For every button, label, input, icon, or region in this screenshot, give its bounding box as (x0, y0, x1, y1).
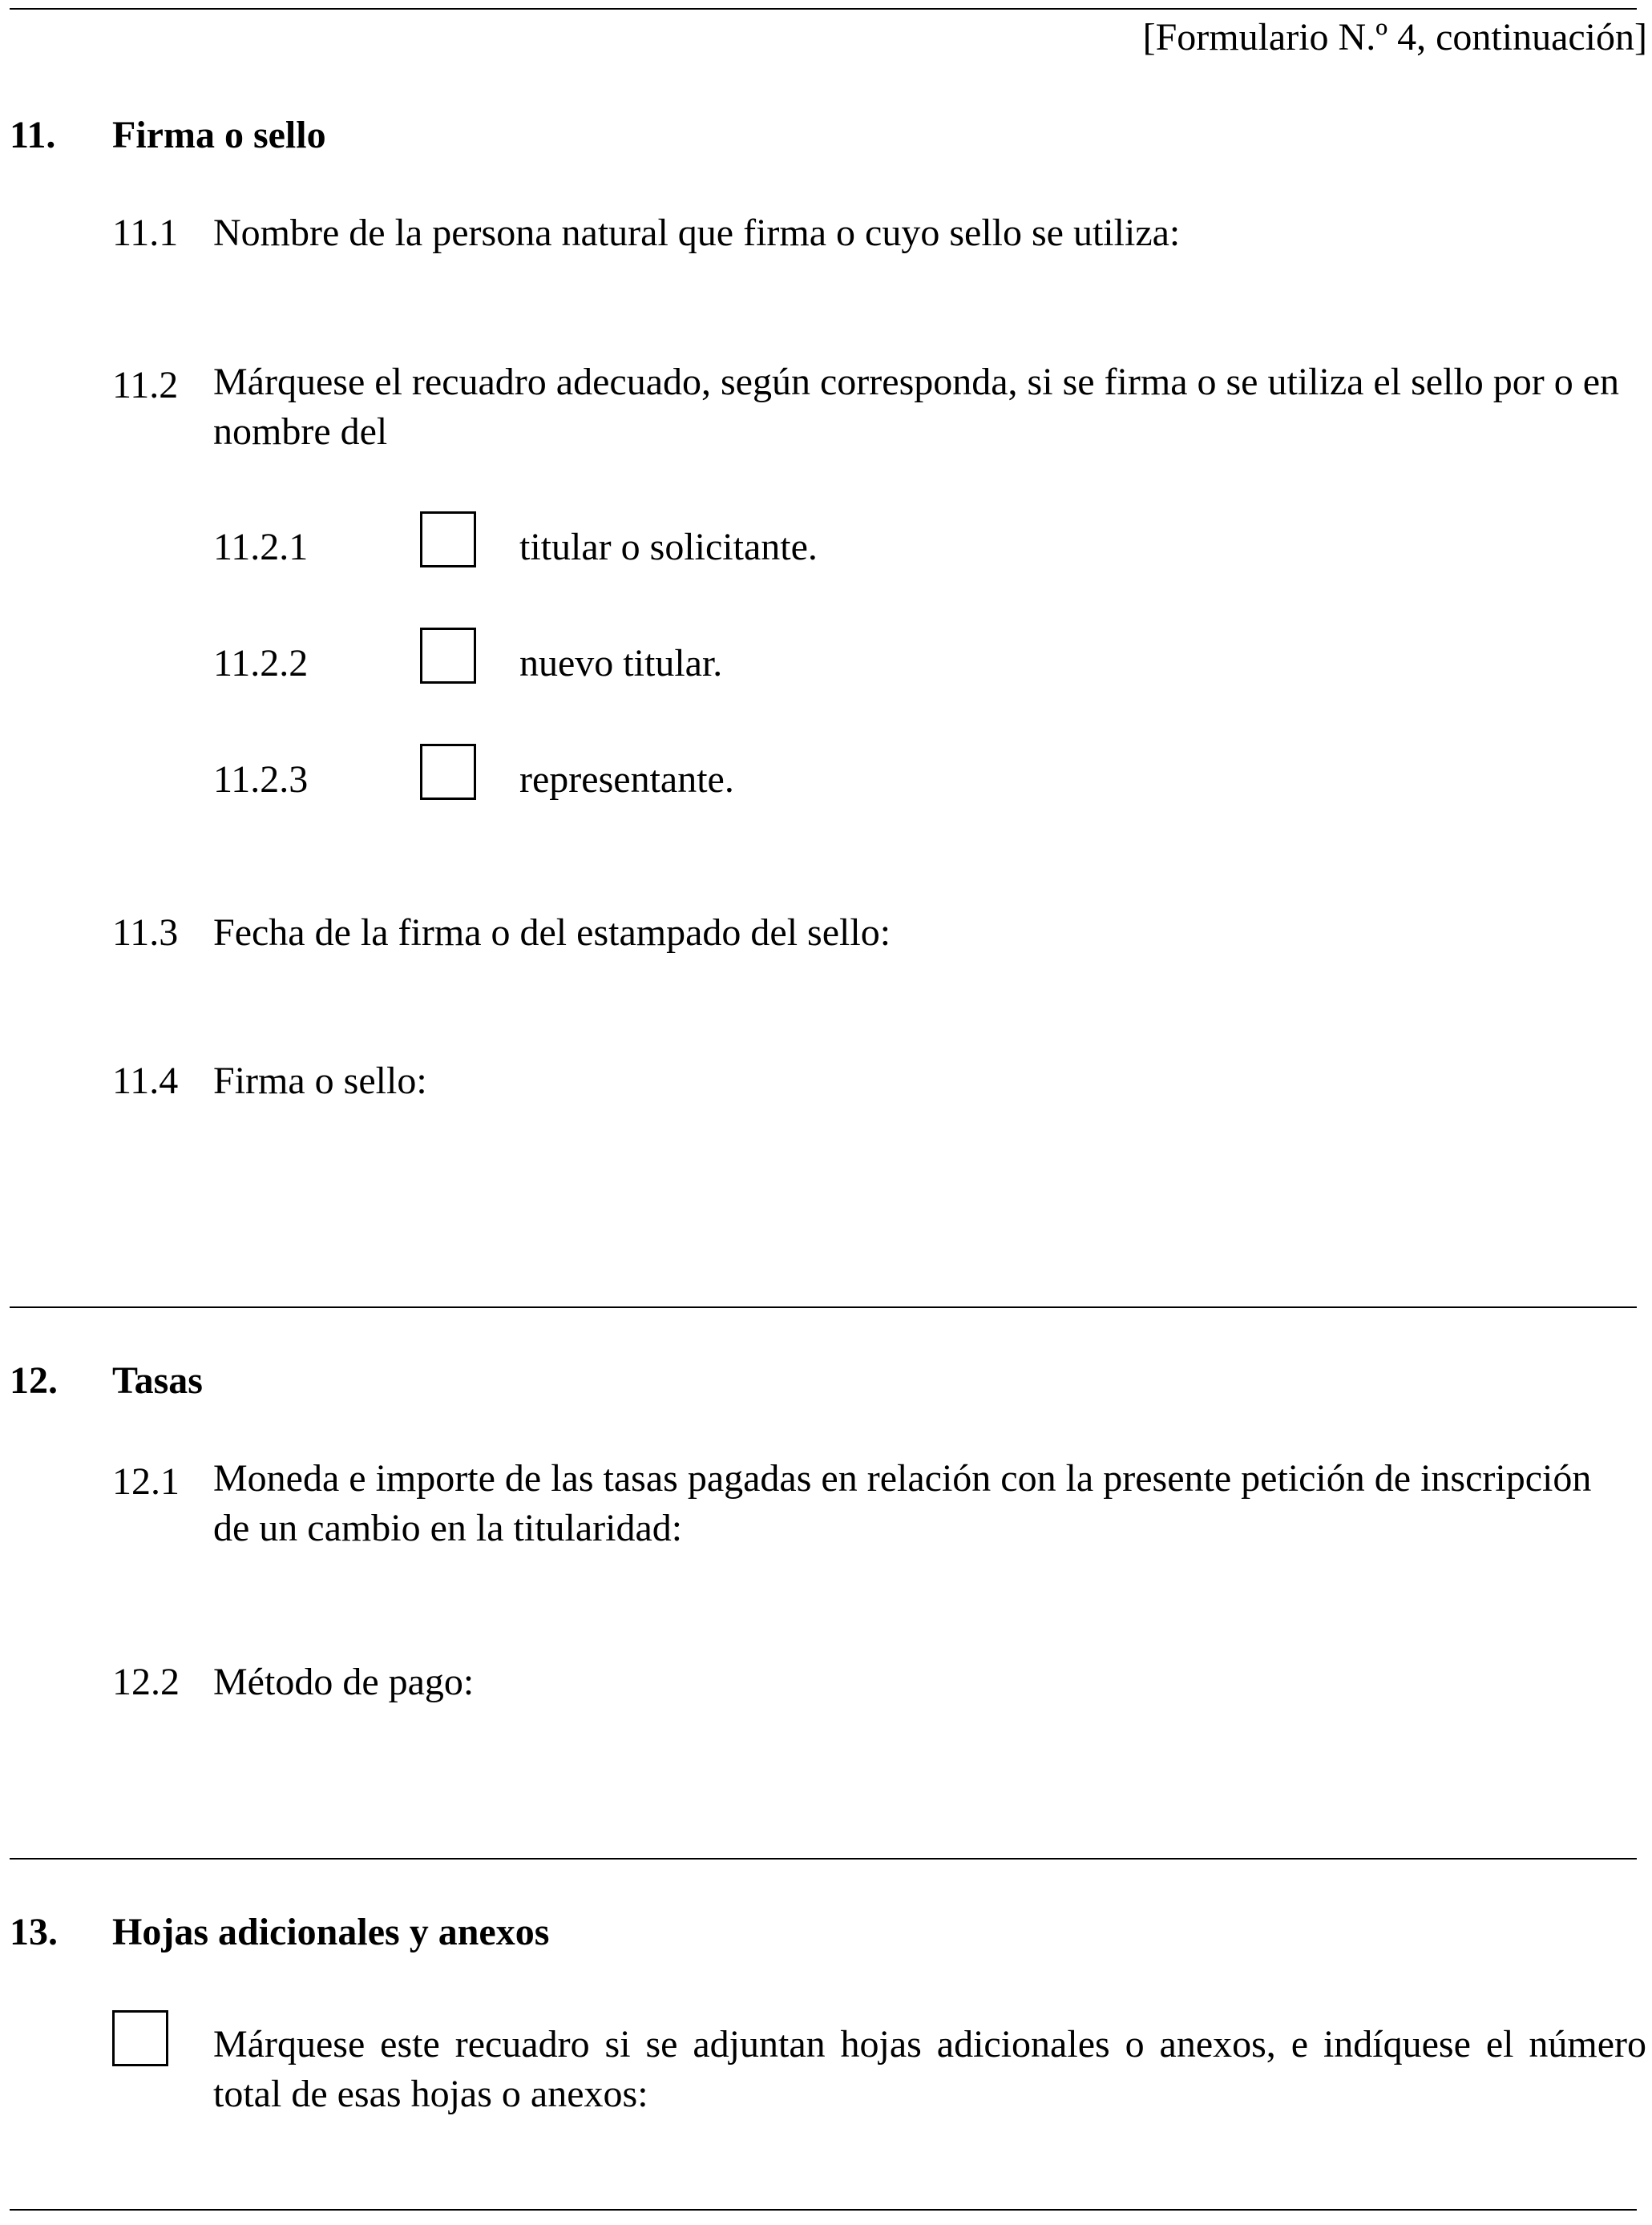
section-divider-rule (10, 1306, 1637, 1308)
option-11-2-2-label: nuevo titular. (519, 642, 723, 684)
item-11-3-number: 11.3 (112, 911, 179, 954)
item-11-4-number: 11.4 (112, 1060, 179, 1102)
top-rule (10, 8, 1637, 10)
option-11-2-1-label: titular o solicitante. (519, 526, 818, 568)
item-12-2-number: 12.2 (112, 1661, 180, 1703)
form-continuation-header: [Formulario N.º 4, continuación] (1142, 16, 1647, 59)
additional-sheets-text: Márquese este recuadro si se adjuntan hojas adicionales o anexos, e indíquese el número total de esas hojas o anexos: (213, 2023, 1646, 2115)
option-11-2-1-checkbox[interactable] (420, 511, 476, 567)
section-11-number: 11. (10, 114, 56, 156)
bottom-rule (10, 2209, 1637, 2211)
option-11-2-2-checkbox[interactable] (420, 628, 476, 684)
additional-sheets-checkbox[interactable] (112, 2010, 168, 2066)
item-12-2-text: Método de pago: (213, 1661, 475, 1703)
section-11-title: Firma o sello (112, 114, 326, 156)
section-13-number: 13. (10, 1911, 58, 1953)
section-12-number: 12. (10, 1359, 58, 1402)
option-11-2-3-checkbox[interactable] (420, 744, 476, 800)
item-11-1-text: Nombre de la persona natural que firma o cuyo sello se utiliza: (213, 212, 1181, 254)
section-13-title: Hojas adicionales y anexos (112, 1911, 550, 1953)
item-11-3-text: Fecha de la firma o del estampado del sello: (213, 911, 891, 954)
option-11-2-3-number: 11.2.3 (213, 758, 309, 801)
item-11-1-number: 11.1 (112, 212, 179, 254)
item-11-4-text: Firma o sello: (213, 1060, 427, 1102)
option-11-2-3-label: representante. (519, 758, 734, 801)
section-divider-rule (10, 1858, 1637, 1860)
item-12-1-number: 12.1 (112, 1460, 180, 1503)
section-12-title: Tasas (112, 1359, 203, 1402)
item-12-1-text: Moneda e importe de las tasas pagadas en relación con la presente petición de inscripción de un cambio en la titularidad: (213, 1457, 1592, 1549)
option-11-2-2-number: 11.2.2 (213, 642, 309, 684)
option-11-2-1-number: 11.2.1 (213, 526, 309, 568)
item-11-2-number: 11.2 (112, 364, 179, 406)
item-11-2-text: Márquese el recuadro adecuado, según corresponda, si se firma o se utiliza el sello por o en nombre del (213, 361, 1620, 453)
